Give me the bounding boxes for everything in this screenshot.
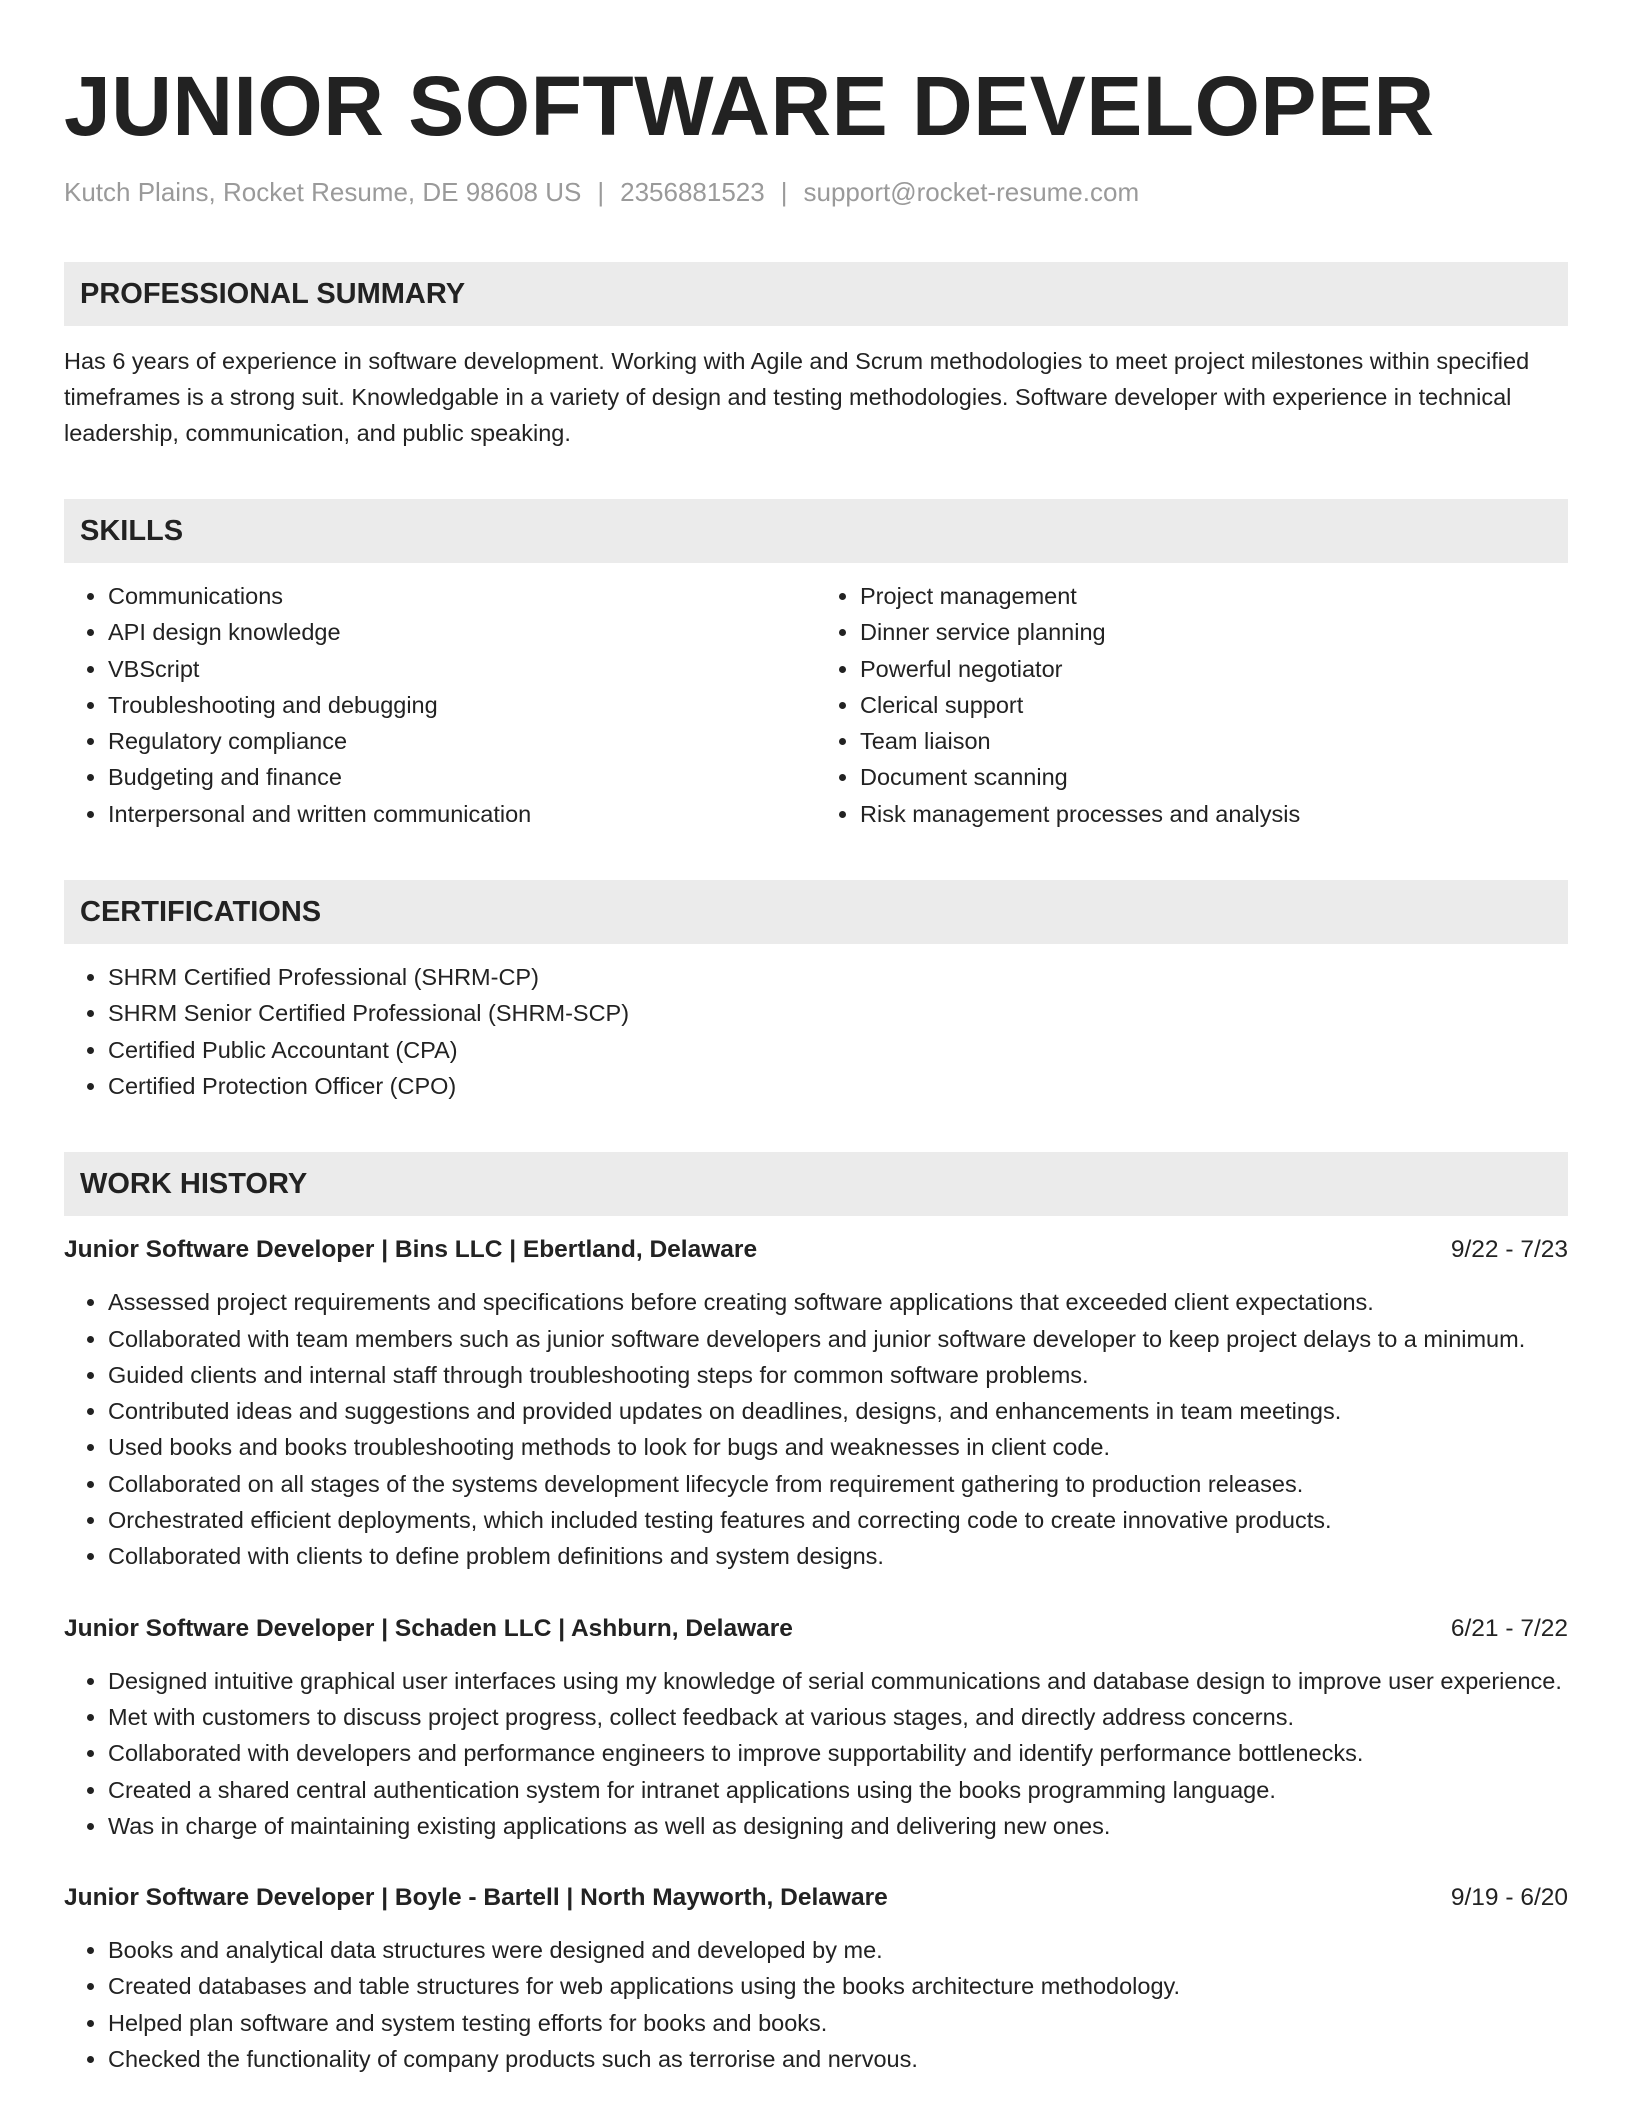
job-dates: 6/21 - 7/22 — [1450, 1614, 1568, 1642]
skill-item: • Dinner service planning — [860, 614, 1568, 650]
skill-item: • Regulatory compliance — [108, 723, 816, 759]
skill-item: • Risk management processes and analysis — [860, 796, 1568, 832]
contact-separator: | — [597, 177, 605, 207]
resume-name: JUNIOR SOFTWARE DEVELOPER — [64, 59, 1435, 153]
job-bullet: • Assessed project requirements and specifications before creating software applications that exceeded client expectations. — [108, 1284, 1568, 1320]
job-bullet: • Collaborated with team members such as junior software developers and junior software developer to keep project delays to a minimum. — [108, 1321, 1568, 1357]
job-bullet: • Collaborated on all stages of the systems development lifecycle from requirement gathering to production releases. — [108, 1466, 1568, 1502]
skill-item: • Project management — [860, 578, 1568, 614]
job-bullet: • Used books and books troubleshooting methods to look for bugs and weaknesses in client code. — [108, 1429, 1568, 1465]
skill-item: • Document scanning — [860, 759, 1568, 795]
certification-item: • Certified Protection Officer (CPO) — [108, 1068, 1568, 1104]
contact-phone: 2356881523 — [620, 177, 765, 207]
skill-item: • Powerful negotiator — [860, 651, 1568, 687]
job-header — [64, 1611, 1568, 1647]
job-entry — [64, 1611, 1568, 1844]
skill-item: • Budgeting and finance — [108, 759, 816, 795]
job-header — [64, 1880, 1568, 1916]
job-title: Junior Software Developer | Schaden LLC | Ashburn, Delaware — [64, 1614, 793, 1642]
job-entry — [64, 1880, 1568, 2077]
job-bullet: • Collaborated with clients to define problem definitions and system designs. — [108, 1538, 1568, 1574]
job-title: Junior Software Developer | Boyle - Bartell | North Mayworth, Delaware — [64, 1884, 888, 1912]
certification-item: • SHRM Senior Certified Professional (SHRM-SCP) — [108, 995, 1568, 1031]
job-dates: 9/22 - 7/23 — [1450, 1236, 1568, 1264]
job-entry — [64, 1232, 1568, 1574]
certification-item: • SHRM Certified Professional (SHRM-CP) — [108, 959, 1568, 995]
skill-item: • Troubleshooting and debugging — [108, 687, 816, 723]
section-heading-summary: PROFESSIONAL SUMMARY — [64, 262, 1568, 326]
job-bullet: • Guided clients and internal staff through troubleshooting steps for common software problems. — [108, 1357, 1568, 1393]
skill-item: • Interpersonal and written communication — [108, 796, 816, 832]
contact-address: Kutch Plains, Rocket Resume, DE 98608 US — [64, 177, 582, 207]
certifications-list — [64, 959, 1568, 1104]
contact-email: support@rocket-resume.com — [803, 177, 1140, 207]
job-bullet: • Helped plan software and system testing efforts for books and books. — [108, 2005, 1568, 2041]
job-bullet: • Created a shared central authentication system for intranet applications using the books programming language. — [108, 1772, 1568, 1808]
skill-item: • Team liaison — [860, 723, 1568, 759]
skills-list-right — [816, 578, 1568, 832]
skill-item: • API design knowledge — [108, 614, 816, 650]
job-bullet: • Checked the functionality of company products such as terrorise and nervous. — [108, 2041, 1568, 2077]
contact-line — [64, 174, 1568, 210]
job-bullet: • Met with customers to discuss project progress, collect feedback at various stages, and directly address concerns. — [108, 1699, 1568, 1735]
skills-columns — [64, 578, 1568, 832]
job-bullets — [64, 1932, 1568, 2077]
job-bullet: • Collaborated with developers and performance engineers to improve supportability and identify performance bottlenecks. — [108, 1735, 1568, 1771]
job-bullets — [64, 1663, 1568, 1844]
job-bullet: • Orchestrated efficient deployments, which included testing features and correcting code to create innovative products. — [108, 1502, 1568, 1538]
job-bullets — [64, 1284, 1568, 1574]
certification-item: • Certified Public Accountant (CPA) — [108, 1032, 1568, 1068]
job-bullet: • Created databases and table structures for web applications using the books architecture methodology. — [108, 1968, 1568, 2004]
job-title: Junior Software Developer | Bins LLC | Ebertland, Delaware — [64, 1236, 758, 1264]
contact-separator: | — [780, 177, 788, 207]
skill-item: • VBScript — [108, 651, 816, 687]
skill-item: • Communications — [108, 578, 816, 614]
job-bullet: • Contributed ideas and suggestions and provided updates on deadlines, designs, and enhancements in team meetings. — [108, 1393, 1568, 1429]
section-heading-work-history: WORK HISTORY — [64, 1152, 1568, 1216]
summary-text: Has 6 years of experience in software development. Working with Agile and Scrum methodologies to meet project milestones within specified timeframes is a strong suit. Knowledgable in a variety of design and testing methodologies. Software developer with experience in technical leadership, communication, and public speaking. — [64, 348, 1530, 446]
job-bullet: • Was in charge of maintaining existing applications as well as designing and delivering new ones. — [108, 1808, 1568, 1844]
job-header — [64, 1232, 1568, 1268]
skill-item: • Clerical support — [860, 687, 1568, 723]
skills-list-left — [64, 578, 816, 832]
job-dates: 9/19 - 6/20 — [1450, 1884, 1568, 1912]
job-bullet: • Books and analytical data structures were designed and developed by me. — [108, 1932, 1568, 1968]
job-bullet: • Designed intuitive graphical user interfaces using my knowledge of serial communications and database design to improve user experience. — [108, 1663, 1568, 1699]
section-heading-skills: SKILLS — [64, 499, 1568, 563]
section-heading-certifications: CERTIFICATIONS — [64, 880, 1568, 944]
